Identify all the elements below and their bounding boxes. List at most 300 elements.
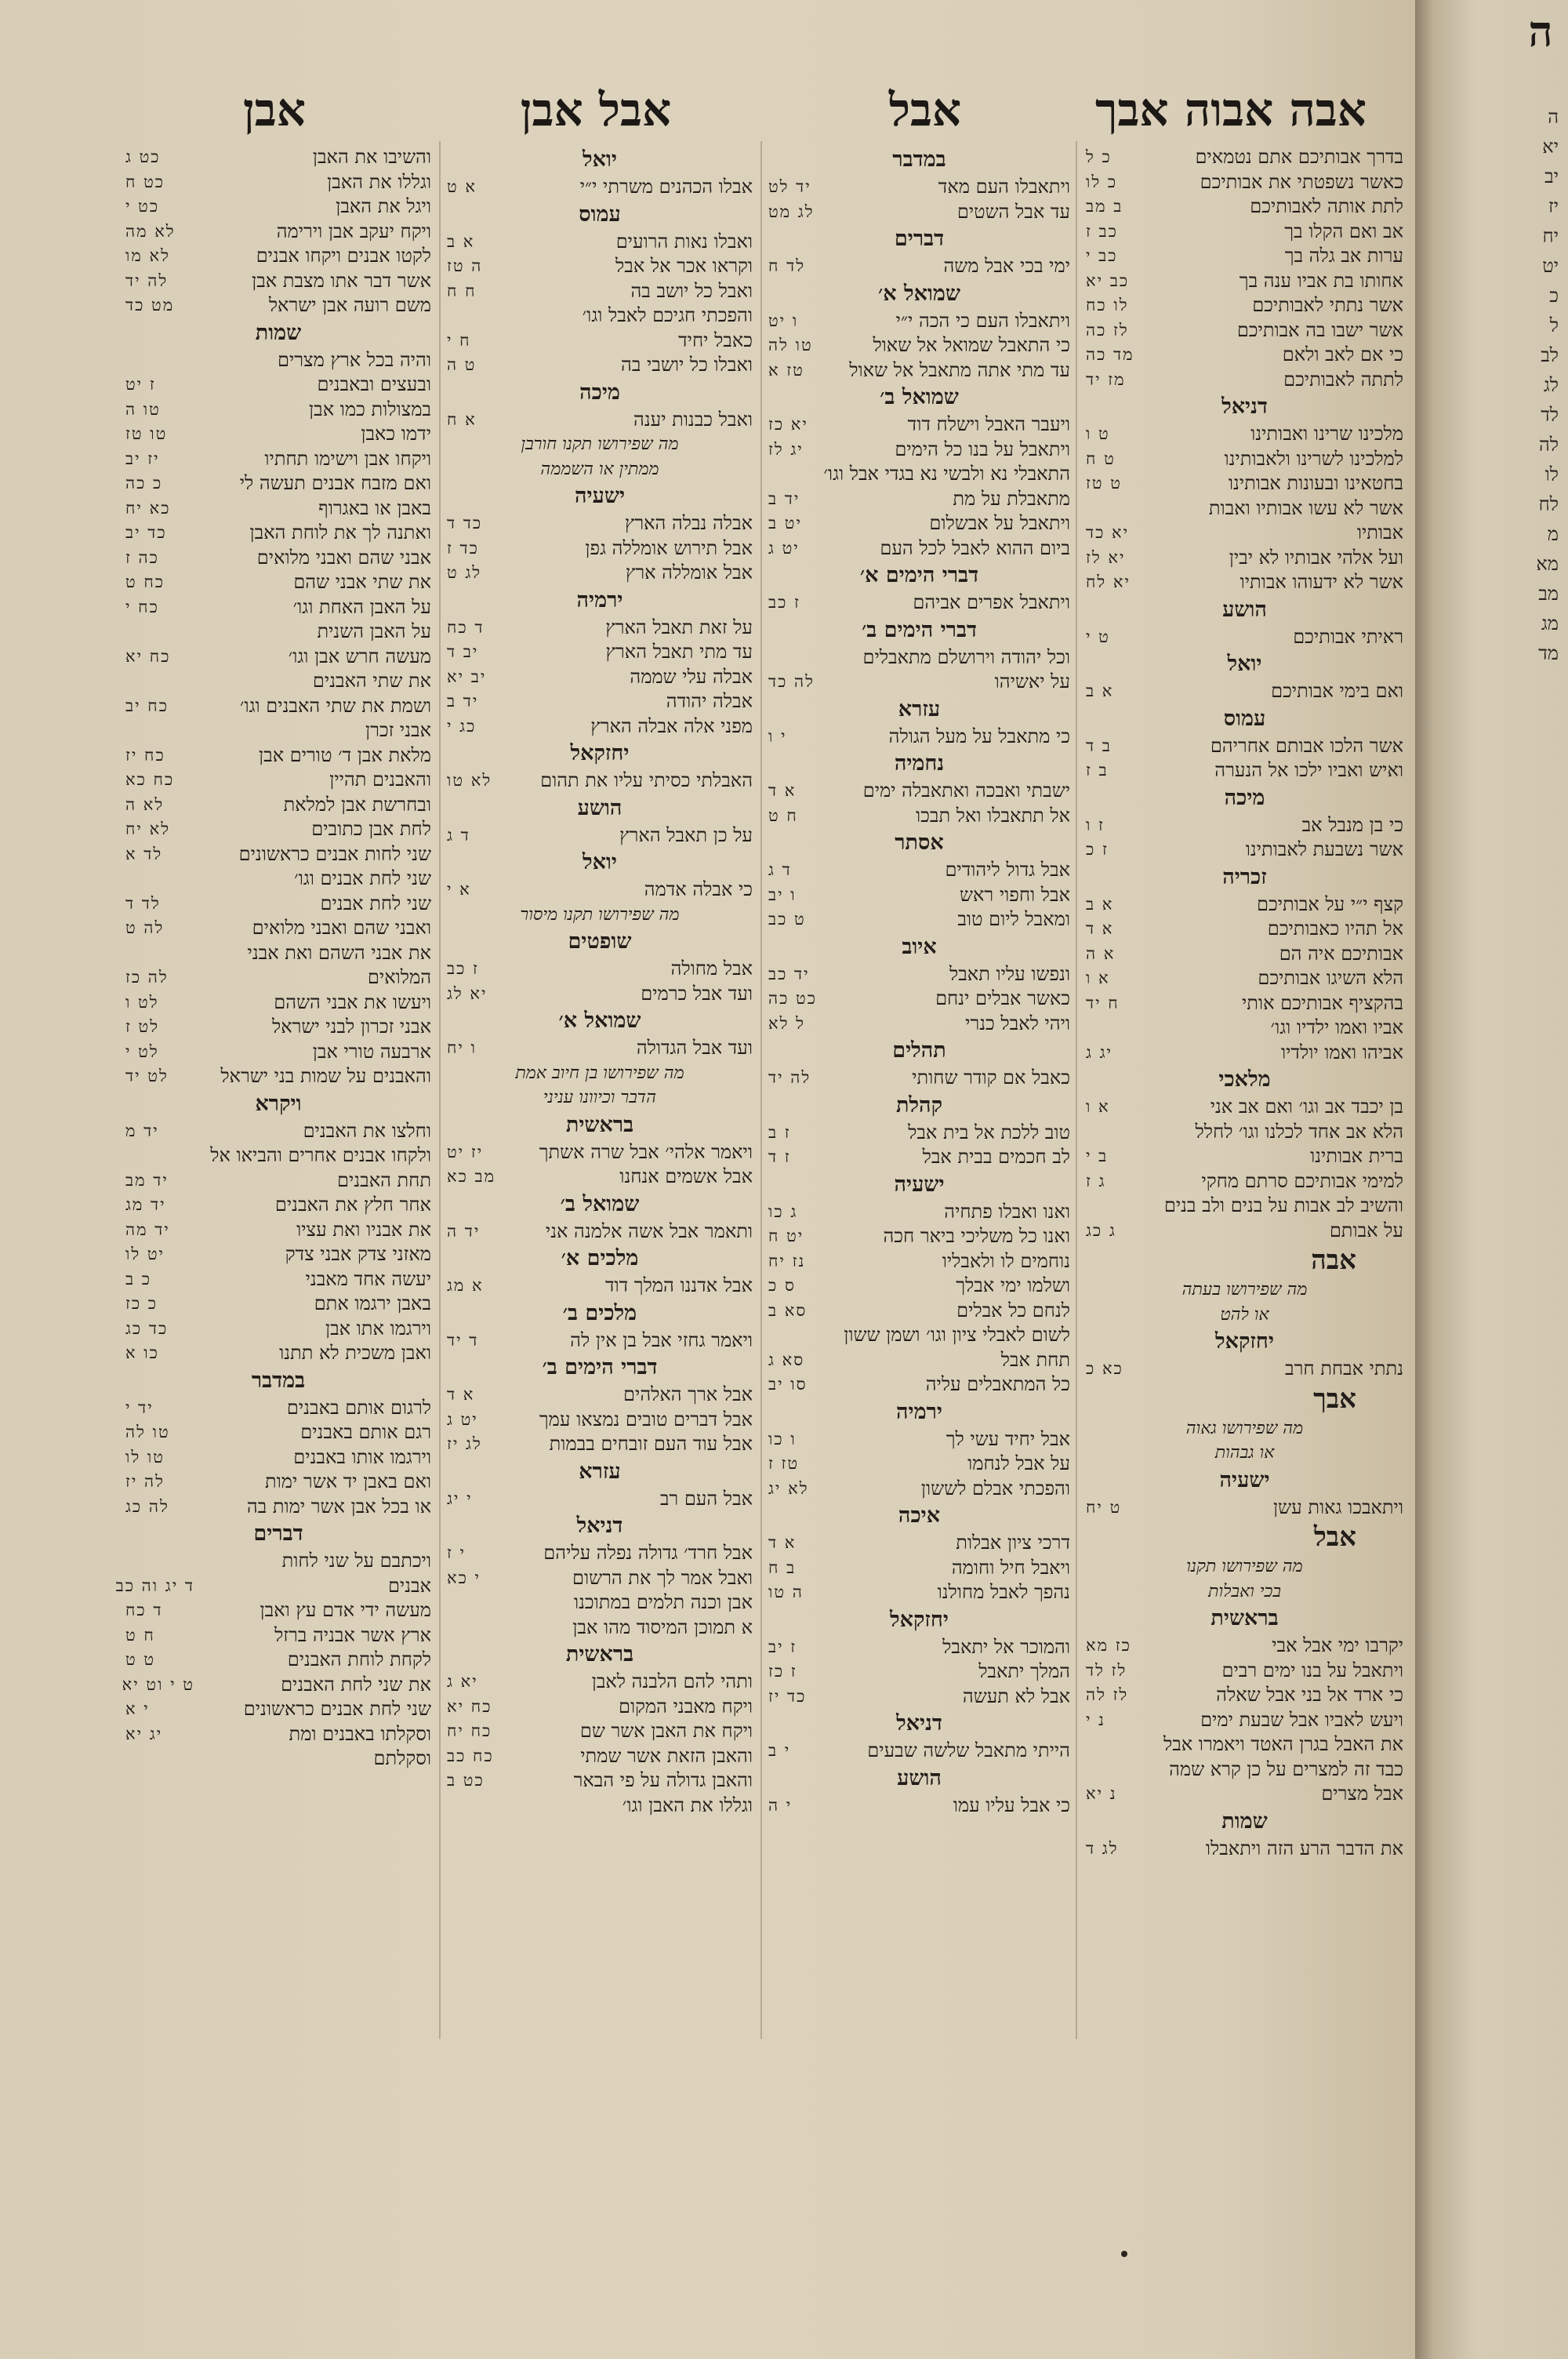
concordance-line: [768, 254, 1070, 279]
verse-text: אשר לא עשו אבותיו ואבות: [1208, 496, 1403, 519]
verse-reference: טז ז: [768, 1454, 800, 1473]
entry-headword: אבל: [1313, 1521, 1356, 1553]
verse-reference: כה ז: [125, 547, 159, 567]
verse-reference: ב ז: [1086, 761, 1109, 780]
verse-text: המלואים: [367, 966, 431, 988]
concordance-line: [125, 669, 431, 694]
verse-text: דרכי ציון אבלות: [956, 1532, 1070, 1554]
verse-reference: [1086, 1757, 1155, 1783]
verse-reference: י כא: [447, 1568, 481, 1587]
concordance-line: [768, 413, 1070, 438]
book-heading: יחזקאל: [1214, 1329, 1274, 1354]
concordance-line: [1086, 244, 1403, 269]
verse-reference: א ו: [1086, 969, 1110, 987]
verse-text: ואבל כל יושב בה: [630, 279, 753, 302]
book-heading: מלכים א׳: [561, 1246, 639, 1270]
verse-reference: ח ח: [447, 281, 477, 300]
verse-text: אבל גדול ליהודים: [945, 859, 1070, 881]
entry-definition: ממתין או השממה: [540, 459, 659, 479]
concordance-line: [768, 1299, 1070, 1324]
concordance-line: [1086, 1169, 1403, 1194]
concordance-line: [1086, 625, 1403, 650]
verse-reference: כט ח: [125, 172, 165, 191]
verse-text: ואבני שהם ואבני מלואים: [252, 917, 431, 939]
verse-reference: ב מב: [1086, 197, 1123, 216]
verse-text: ויתאבל אפרים אביהם: [913, 591, 1070, 613]
concordance-line: [1086, 734, 1403, 759]
concordance-line: [125, 892, 431, 917]
verse-text: אבן וכנה תלמים במתוכנו: [573, 1591, 753, 1613]
facing-page-fragment: כ: [1549, 285, 1559, 307]
concordance-line: [768, 804, 1070, 829]
verse-reference: לט יד: [125, 1067, 169, 1085]
concordance-line: [125, 1015, 431, 1040]
concordance-line: [447, 304, 753, 329]
book-heading: ישעיה: [574, 484, 626, 508]
book-heading: שמואל א׳: [878, 281, 960, 306]
verse-text: את הדבר הרע הזה ויתאבלו: [1205, 1837, 1403, 1859]
verse-reference: א ח: [447, 409, 477, 429]
verse-text: על אבל לנחמו: [967, 1452, 1070, 1474]
concordance-line: [768, 1200, 1070, 1225]
verse-text: כי אם לאב ולאם: [1282, 343, 1403, 365]
verse-text: והשיב לב אבות על בנים ולב בנים: [1163, 1194, 1403, 1216]
concordance-line: [125, 867, 431, 892]
concordance-line: [125, 194, 431, 220]
concordance-line: [1086, 194, 1403, 220]
verse-reference: ט טז: [1086, 474, 1122, 493]
facing-page-fragment: לד: [1541, 404, 1559, 426]
verse-reference: יב ד: [447, 642, 479, 661]
verse-reference: [125, 1143, 194, 1169]
concordance-line: [447, 769, 753, 794]
verse-reference: לה יז: [125, 1472, 165, 1491]
verse-text: לקטו אבנים ויקחו אבנים: [256, 245, 431, 267]
concordance-line: [768, 1556, 1070, 1581]
facing-page-fragment: מא: [1536, 553, 1559, 575]
facing-page-fragment: יא: [1542, 136, 1559, 158]
concordance-line: [447, 561, 753, 586]
concordance-line: [125, 1292, 431, 1317]
concordance-line: [1086, 1708, 1403, 1733]
concordance-line: [768, 1452, 1070, 1477]
verse-reference: ט ו: [1086, 424, 1110, 443]
book-heading: אסתר: [895, 831, 944, 855]
verse-text: ואבלו כל יושבי בה: [621, 354, 753, 376]
verse-text: לב חכמים בבית אבל: [922, 1146, 1070, 1168]
concordance-line: [1086, 917, 1403, 942]
facing-page-fragment: לג: [1543, 374, 1559, 396]
verse-reference: לה ט: [125, 918, 165, 937]
verse-text: ערות אב גלה בך: [1284, 245, 1403, 267]
verse-text: אל תהיו כאבותיכם: [1267, 918, 1403, 940]
verse-reference: י ב: [768, 1741, 791, 1760]
verse-reference: כא יח: [125, 498, 171, 518]
concordance-line: [125, 244, 431, 269]
verse-text: את שתי אבני שהם: [293, 571, 431, 593]
concordance-line: [447, 982, 753, 1007]
verse-text: או בכל אבן אשר ימות בה: [246, 1495, 431, 1518]
concordance-line: [447, 1695, 753, 1720]
verse-text: מאזני צדק אבני צדק: [285, 1243, 431, 1265]
concordance-line: [447, 1541, 753, 1566]
verse-text: שני לחת אבנים כראשונים: [243, 1698, 431, 1720]
verse-reference: ט ט: [125, 1650, 156, 1669]
verse-text: המלך יתאבל: [978, 1660, 1070, 1682]
verse-reference: כג י: [447, 716, 477, 736]
verse-text: וקראו אכר אל אבל: [615, 255, 753, 277]
concordance-line: [1086, 496, 1403, 522]
verse-reference: ג כו: [768, 1201, 798, 1221]
verse-reference: לא יג: [768, 1478, 809, 1498]
concordance-line: [122, 1673, 431, 1698]
verse-text: את שני לחת האבנים: [281, 1673, 431, 1696]
verse-reference: לז לד: [1086, 1660, 1127, 1680]
verse-text: רגם אותם באבנים: [300, 1421, 431, 1443]
verse-text: ארבעה טורי אבן: [312, 1040, 431, 1063]
concordance-line: [447, 230, 753, 255]
concordance-line: [447, 1329, 753, 1354]
verse-text: ויעש לאביו אבל שבעת ימים: [1200, 1708, 1403, 1731]
concordance-line: [1086, 546, 1403, 571]
book-heading: בראשית: [565, 1112, 634, 1137]
verse-reference: א ד: [447, 1385, 475, 1404]
concordance-line: [125, 965, 431, 990]
concordance-line: [1086, 758, 1403, 783]
verse-reference: ח יד: [1086, 993, 1120, 1012]
verse-reference: ס כ: [768, 1276, 796, 1295]
verse-reference: יד ב: [768, 489, 800, 508]
concordance-line: [768, 1066, 1070, 1091]
entry-definition: מה שפירושו תקנו מיסור: [520, 904, 680, 925]
concordance-line: [125, 293, 431, 318]
verse-reference: לא מה: [125, 221, 176, 241]
concordance-line: [447, 175, 753, 200]
verse-text: יקרבו ימי אבל אבי: [1272, 1634, 1403, 1656]
concordance-line: [125, 941, 431, 966]
verse-text: ושלמו ימי אבלך: [956, 1274, 1070, 1296]
concordance-line: [1086, 1659, 1403, 1684]
verse-text: ואם מזבח אבנים תעשה לי: [239, 472, 431, 494]
verse-text: ואבל כבנות יענה: [633, 408, 753, 431]
page-dot-mark: [1121, 2251, 1127, 2257]
book-heading: במדבר: [892, 147, 946, 172]
verse-reference: [447, 304, 516, 329]
book-heading: בראשית: [565, 1642, 634, 1667]
book-heading: עמוס: [579, 202, 621, 227]
concordance-line: [768, 1323, 1070, 1348]
concordance-line: [447, 1432, 753, 1457]
verse-reference: א ו: [1086, 1097, 1110, 1116]
verse-reference: ו יב: [768, 885, 797, 904]
book-heading: במדבר: [251, 1368, 306, 1393]
verse-text: באבן או באגרוף: [318, 496, 431, 519]
concordance-line: [1086, 679, 1403, 704]
verse-text: ושמת את שתי האבנים וגו׳: [239, 694, 431, 717]
facing-page-fragment: יח: [1542, 225, 1559, 247]
verse-text: וסקלתו באבנים ומת: [289, 1722, 431, 1745]
verse-text: אשר ישבו בה אבותיכם: [1236, 318, 1403, 341]
verse-reference: יט ח: [768, 1227, 804, 1245]
verse-text: וגללו את האבן: [327, 170, 431, 193]
concordance-line: [768, 536, 1070, 562]
concordance-line: [125, 220, 431, 245]
verse-reference: כח יב: [125, 696, 169, 715]
concordance-line: [125, 1747, 431, 1772]
verse-reference: סא ג: [768, 1350, 805, 1369]
verse-reference: כד יז: [768, 1686, 807, 1706]
concordance-line: [1086, 1120, 1403, 1145]
verse-text: שני לחות אבנים כראשונים: [238, 842, 431, 865]
book-heading: איכה: [898, 1503, 941, 1528]
verse-reference: נ יא: [1086, 1784, 1117, 1803]
concordance-line: [125, 447, 431, 472]
verse-text: מעשה ידי אדם עץ ואבן: [260, 1599, 431, 1621]
concordance-line: [447, 1719, 753, 1744]
verse-reference: כב ז: [1086, 221, 1118, 241]
verse-reference: כ כה: [125, 474, 163, 493]
verse-reference: מב כא: [447, 1167, 496, 1186]
verse-reference: לה כג: [125, 1496, 169, 1516]
verse-reference: [1086, 1120, 1155, 1145]
verse-reference: ח ט: [768, 805, 798, 825]
verse-reference: ט ח: [1086, 449, 1116, 468]
facing-page-fragment: ה: [1548, 106, 1559, 128]
verse-text: ויקח את האבן אשר שם: [579, 1720, 753, 1742]
verse-reference: י א: [125, 1699, 150, 1718]
verse-text: ועל אלהי אבותיו לא יבין: [1229, 546, 1403, 569]
concordance-line: [1086, 1683, 1403, 1708]
concordance-line: [125, 471, 431, 496]
book-heading: דברי הימים א׳: [859, 563, 979, 587]
verse-reference: יג ג: [1086, 1042, 1113, 1062]
concordance-line: [1086, 1357, 1403, 1382]
verse-text: את שתי האבנים: [312, 670, 431, 692]
concordance-line: [447, 1036, 753, 1061]
book-heading: דברים: [894, 227, 945, 251]
concordance-line: [125, 1218, 431, 1243]
verse-reference: כד ד: [447, 514, 483, 533]
concordance-line: [447, 1383, 753, 1408]
verse-text: מעשה חרש אבן וגו׳: [288, 645, 431, 667]
verse-reference: ו יט: [768, 311, 799, 330]
book-heading: מיכה: [1224, 785, 1265, 810]
verse-text: לתתה לאבותיכם: [1283, 368, 1403, 391]
verse-text: ידמו כאבן: [361, 423, 431, 445]
verse-reference: ז יב: [768, 1637, 797, 1656]
verse-text: נוחמים לו ולאבליו: [942, 1249, 1070, 1272]
concordance-line: [125, 1242, 431, 1267]
verse-text: וחלצו את האבנים: [303, 1119, 431, 1142]
concordance-line: [1086, 1757, 1403, 1783]
verse-text: והפכתי חגיכם לאבל וגו׳: [582, 304, 753, 326]
concordance-line: [768, 670, 1070, 695]
verse-text: אבל מצרים: [1321, 1783, 1403, 1805]
verse-reference: יג לז: [768, 439, 804, 459]
concordance-line: [1086, 521, 1403, 546]
verse-reference: ג ז: [1086, 1171, 1106, 1190]
concordance-line: [125, 1396, 431, 1421]
verse-reference: כח יא: [447, 1696, 492, 1716]
entry-definition: מה שפירושו תקנו: [1186, 1557, 1303, 1576]
verse-text: והאבנים על שמות בני ישראל: [220, 1065, 431, 1087]
verse-text: ויאבל חיל וחומה: [951, 1556, 1070, 1579]
book-heading: שמואל ב׳: [560, 1191, 640, 1216]
concordance-line: [447, 714, 753, 740]
concordance-line: [1086, 269, 1403, 294]
verse-text: נתתי אבחת חרב: [1285, 1358, 1403, 1379]
verse-reference: ט כב: [768, 910, 806, 929]
concordance-line: [125, 1445, 431, 1470]
book-heading: דניאל: [576, 1514, 623, 1538]
entry-definition: הדבר וכיוונו עניני: [543, 1088, 657, 1107]
concordance-line: [447, 1165, 753, 1190]
concordance-line: [768, 725, 1070, 750]
concordance-line: [125, 1623, 431, 1648]
verse-text: את אבני השהם ואת אבני: [247, 941, 431, 964]
concordance-line: [768, 462, 1070, 487]
concordance-line: [447, 665, 753, 690]
verse-text: אבל אדננו המלך דוד: [604, 1274, 753, 1296]
book-heading: הושע: [1222, 597, 1267, 622]
verse-reference: טו לו: [125, 1447, 165, 1467]
verse-text: על זאת תאבל הארץ: [605, 616, 753, 638]
concordance-line: [1086, 1219, 1403, 1244]
concordance-line: [447, 689, 753, 714]
verse-reference: ל לא: [768, 1013, 805, 1033]
concordance-line: [768, 645, 1070, 671]
concordance-line: [768, 1477, 1070, 1502]
verse-reference: כב יא: [1086, 271, 1130, 290]
verse-reference: ה טז: [447, 256, 483, 275]
concordance-line: [125, 373, 431, 398]
verse-text: וגללו את האבן וגו׳: [622, 1794, 753, 1816]
concordance-line: [1086, 1095, 1403, 1120]
concordance-line: [447, 1566, 753, 1591]
concordance-line: [1086, 838, 1403, 863]
facing-page-fragment: מ: [1547, 523, 1559, 545]
concordance-line: [125, 1193, 431, 1218]
verse-reference: לה כד: [768, 672, 815, 691]
verse-reference: כט י: [125, 197, 160, 216]
book-heading: ויקרא: [255, 1091, 302, 1116]
verse-text: כי בן מנבל אב: [1301, 813, 1403, 836]
book-heading: עזרא: [579, 1459, 621, 1484]
verse-text: כבד זה למצרים על כן קרא שמה: [1169, 1757, 1403, 1780]
book-heading: הושע: [577, 795, 622, 820]
verse-text: לחת אבן כתובים: [311, 818, 431, 840]
verse-text: ביום ההוא לאבל לכל העם: [880, 536, 1070, 559]
verse-text: ואם בימי אבותיכם: [1271, 680, 1403, 702]
verse-reference: יד כב: [768, 964, 810, 983]
verse-text: מתאבלת על מת: [953, 487, 1070, 510]
concordance-line: [125, 817, 431, 842]
entry-headword: אבך: [1313, 1383, 1356, 1415]
verse-text: אחותו בת אביו ענה בך: [1239, 269, 1403, 292]
concordance-line: [125, 269, 431, 294]
verse-text: אבני שהם ואבני מלואים: [256, 546, 431, 569]
running-head-col4: אבן: [243, 83, 306, 136]
verse-reference: ז כב: [768, 593, 800, 612]
facing-page-fragment: מד: [1538, 642, 1559, 664]
concordance-line: [768, 883, 1070, 908]
verse-reference: יד לט: [768, 177, 811, 196]
verse-text: עד מתי אתה מתאבל אל שאול: [849, 358, 1070, 381]
concordance-line: [768, 1274, 1070, 1299]
verse-text: ישבתי ואבכה ואתאבלה ימים: [862, 780, 1070, 801]
concordance-line: [447, 1768, 753, 1794]
facing-page-fragment: יז: [1548, 195, 1559, 217]
concordance-line: [447, 1590, 753, 1616]
verse-text: כי אבל עליו עמו: [953, 1794, 1070, 1816]
verse-text: לרגום אותם באבנים: [286, 1396, 431, 1419]
concordance-line: [1086, 343, 1403, 368]
verse-text: עד אבל השטים: [956, 200, 1070, 223]
verse-reference: כט ב: [447, 1771, 485, 1790]
verse-text: אשר לא ידעוהו אבותיו: [1240, 571, 1403, 593]
concordance-line: [768, 1580, 1070, 1605]
verse-text: ראיתי אבותיכם: [1293, 625, 1403, 648]
concordance-line: [447, 1616, 753, 1641]
verse-text: אבל תירוש אומללה גפן: [585, 536, 753, 559]
verse-reference: ז כ: [1086, 840, 1109, 859]
verse-reference: נז יח: [768, 1251, 806, 1270]
verse-reference: ג כג: [1086, 1220, 1116, 1240]
verse-text: ואנו כל משליכי ביאר חכה: [883, 1225, 1070, 1247]
verse-reference: ז יט: [125, 375, 156, 394]
concordance-line: [768, 1224, 1070, 1249]
concordance-line: [1086, 318, 1403, 343]
verse-text: בן יכבד אב וגו׳ ואם אב אני: [1210, 1096, 1403, 1118]
verse-text: והמוכר אל יתאבל: [942, 1635, 1070, 1658]
concordance-line: [125, 1119, 431, 1144]
verse-text: בחטאינו ובעונות אבותינו: [1228, 472, 1403, 494]
concordance-line: [768, 1531, 1070, 1556]
verse-reference: יד ה: [447, 1221, 481, 1241]
verse-text: הלא השיגו אבותיכם: [1258, 967, 1403, 989]
concordance-line: [447, 823, 753, 849]
column-4: [115, 145, 431, 1772]
verse-reference: כז מא: [1086, 1636, 1131, 1655]
verse-reference: ט יח: [1086, 1497, 1122, 1517]
verse-reference: [768, 1323, 837, 1348]
verse-reference: יא ג: [447, 1672, 478, 1691]
concordance-line: [125, 570, 431, 595]
concordance-line: [125, 1648, 431, 1673]
verse-text: על כן תאבל הארץ: [619, 823, 753, 846]
verse-reference: א ד: [1086, 919, 1114, 938]
concordance-line: [1086, 471, 1403, 496]
verse-reference: א ב: [1086, 894, 1114, 914]
concordance-line: [1086, 942, 1403, 967]
verse-text: וסקלתם: [373, 1747, 431, 1769]
verse-reference: ט י וט יא: [122, 1674, 194, 1694]
verse-reference: [125, 1549, 194, 1574]
verse-reference: כ ל: [1086, 147, 1112, 166]
verse-text: אבותיכם איה הם: [1279, 942, 1403, 965]
verse-text: בהקציף אבותיכם אותי: [1242, 991, 1403, 1014]
concordance-line: [125, 1598, 431, 1623]
entry-definition: מה שפירושו בעתה: [1181, 1280, 1308, 1299]
book-heading: בראשית: [1210, 1606, 1279, 1630]
concordance-line: [768, 1659, 1070, 1685]
concordance-line: [125, 1420, 431, 1445]
verse-text: כי מתאבל על מעל הגולה: [888, 725, 1070, 747]
concordance-line: [768, 1739, 1070, 1764]
verse-text: אבלה נבלה הארץ: [624, 512, 753, 534]
concordance-line: [125, 916, 431, 941]
concordance-line: [768, 1635, 1070, 1660]
